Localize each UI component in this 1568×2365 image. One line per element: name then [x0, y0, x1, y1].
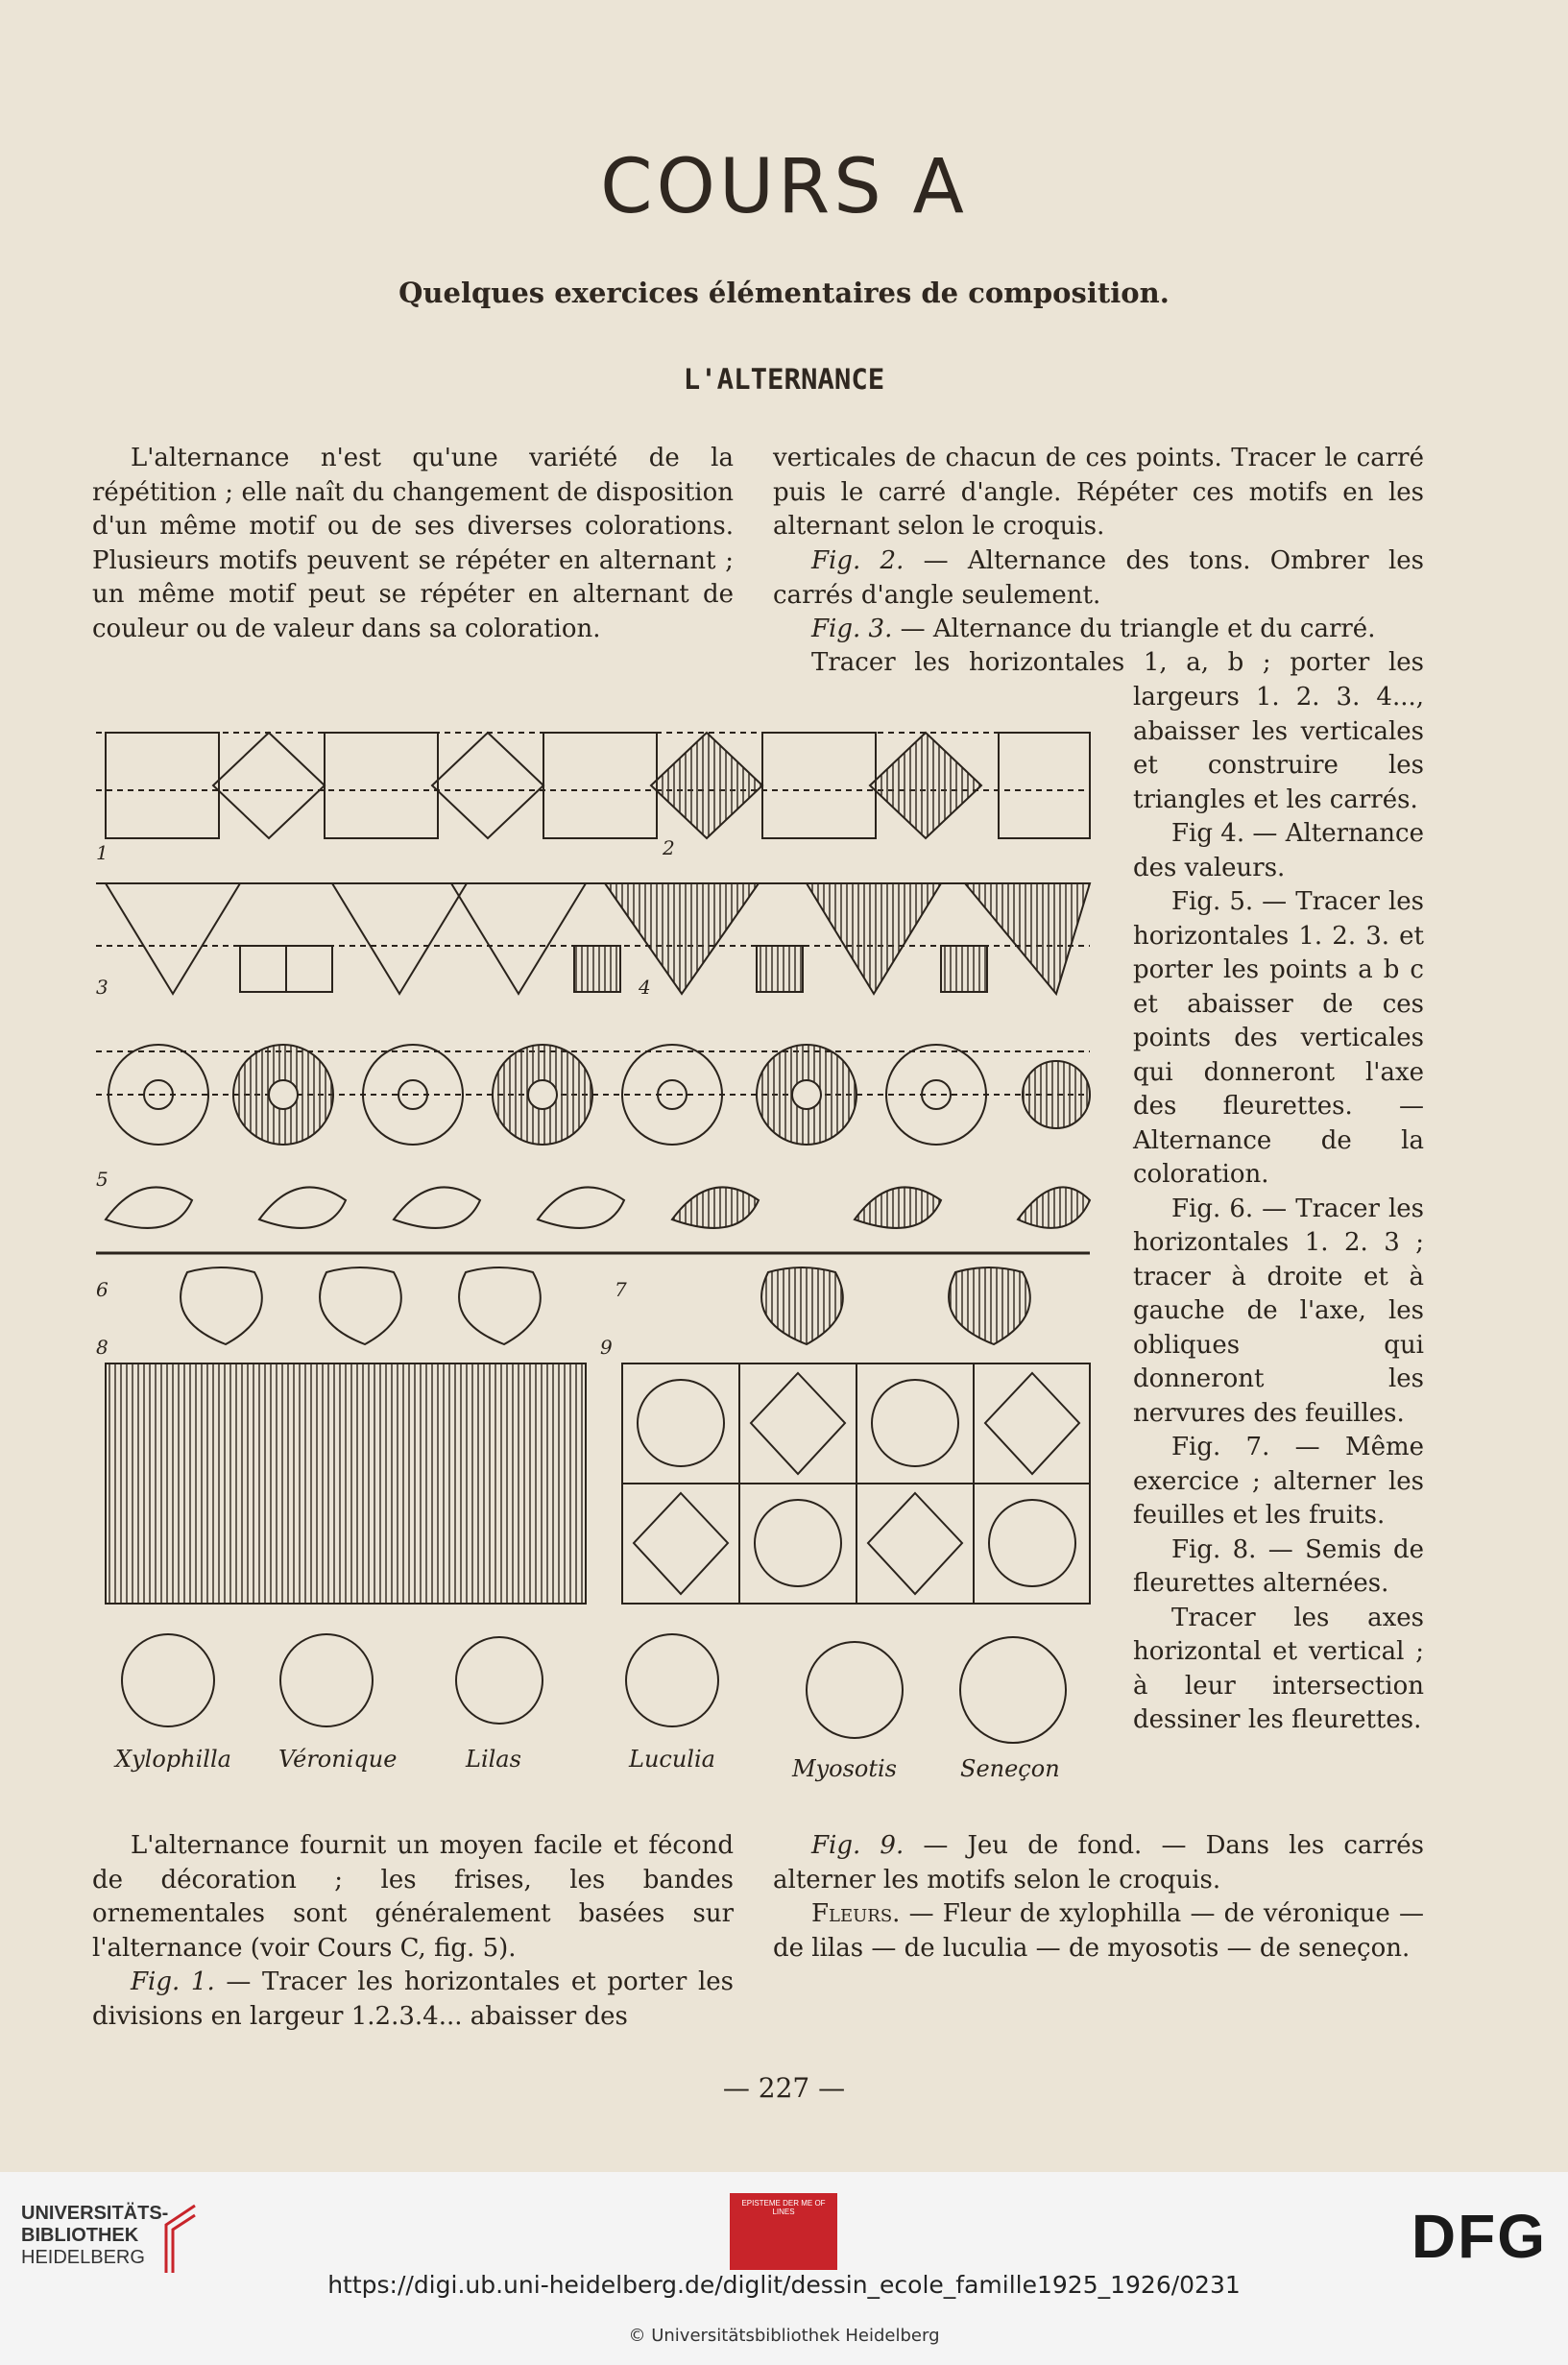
library-logo-icon	[161, 2201, 200, 2278]
library-name-line2: BIBLIOTHEK	[21, 2225, 139, 2246]
decoration-paragraph: L'alternance fournit un moyen facile et fécond de décoration ; les frises, les bandes ornementales sont généralement basées sur l'alternance (voir Cours C, fig. 5).	[92, 1831, 734, 1963]
library-name-line3: HEIDELBERG	[21, 2247, 145, 2268]
row-label-4: 4	[639, 976, 651, 999]
page-number: — 227 —	[722, 2072, 846, 2104]
fig9-tiles	[622, 1363, 1090, 1604]
side-text-6: Fig. 8. — Semis de fleurettes alternées.	[1133, 1534, 1424, 1598]
fleurs-label: Fleurs.	[811, 1899, 901, 1928]
fig3-text: — Alternance du triangle et du carré.	[892, 615, 1376, 643]
fig1-row	[106, 733, 1090, 838]
side-text-2: Fig 4. — Alternance des valeurs.	[1133, 819, 1424, 882]
fig5-row	[96, 1045, 1090, 1145]
fig9-text: — Jeu de fond. — Dans les carrés alterner les motifs selon le croquis.	[773, 1831, 1424, 1894]
section-heading: L'ALTERNANCE	[683, 363, 885, 396]
page-subtitle: Quelques exercices élémentaires de composition.	[398, 277, 1170, 309]
flower-label-lilas: Lilas	[466, 1746, 521, 1773]
side-text-1: largeurs 1. 2. 3. 4..., abaisser les verticales et construire les triangles et les carrés.	[1133, 683, 1424, 814]
fleurs-text: — Fleur de xylophilla — de véronique — de lilas — de luculia — de myosotis — de seneçon.	[773, 1899, 1424, 1963]
flower-label-luculia: Luculia	[629, 1746, 715, 1773]
library-name-line1: UNIVERSITÄTS-	[21, 2203, 169, 2224]
row-label-2: 2	[663, 836, 675, 859]
intro-paragraph: L'alternance n'est qu'une variété de la répétition ; elle naît du changement de disposition d'un même motif ou de ses diverses colorations. Plusieurs motifs peuvent se répéter en alternant ; un même motif peut se répéter en alternant de couleur ou de valeur dans sa coloration.	[92, 444, 734, 643]
row-label-6: 6	[96, 1278, 109, 1301]
dfg-logo[interactable]: DFG	[1411, 2202, 1547, 2271]
fig3-label: Fig. 3.	[811, 615, 893, 643]
fig3-continued-line: Tracer les horizontales 1, a, b ; porter les	[811, 648, 1424, 677]
fig6-fig7-row	[96, 1187, 1090, 1344]
side-text-4: Fig. 6. — Tracer les horizontales 1. 2. 3 ; tracer à droite et à gauche de l'axe, les obliques qui donneront les nervures des feuilles.	[1133, 1194, 1424, 1428]
copyright-notice: © Universitätsbibliothek Heidelberg	[628, 2326, 940, 2346]
row-label-3: 3	[96, 976, 109, 999]
row-label-5: 5	[96, 1168, 109, 1191]
side-text-column	[1133, 681, 1424, 1738]
side-text-7: Tracer les axes horizontal et vertical ; à leur intersection dessiner les fleurettes.	[1133, 1603, 1424, 1734]
flower-drawings	[122, 1634, 1066, 1743]
fig2-label: Fig. 2.	[811, 546, 905, 575]
row-label-7: 7	[615, 1278, 627, 1301]
row-label-9: 9	[600, 1336, 613, 1359]
fig1-continued-paragraph: verticales de chacun de ces points. Tracer le carré puis le carré d'angle. Répéter ces motifs en les alternant selon le croquis.	[773, 444, 1424, 541]
fig2-text: — Alternance des tons. Ombrer les carrés d'angle seulement.	[773, 546, 1424, 610]
fig8-pattern	[106, 1363, 586, 1604]
episteme-logo-text: EPISTEME DER ME OF LINES	[741, 2199, 826, 2216]
fig9-paragraph	[773, 1829, 1424, 1897]
library-logo-text[interactable]	[21, 2203, 168, 2269]
fig1-paragraph	[92, 1966, 734, 2034]
side-text-3: Fig. 5. — Tracer les horizontales 1. 2. 3. et porter les points a b c et abaisser de ces points des verticales qui donneront l'axe des fleurettes. — Alternance de la coloration.	[1133, 887, 1424, 1189]
fig1-text: — Tracer les horizontales et porter les divisions en largeur 1.2.3.4... abaisser des	[92, 1967, 734, 2031]
fig1-label: Fig. 1.	[131, 1967, 215, 1996]
figures-illustration	[96, 720, 1095, 1805]
digitization-footer	[0, 2172, 1568, 2365]
row-label-8: 8	[96, 1336, 109, 1359]
flower-label-senecon: Seneçon	[960, 1755, 1060, 1782]
fig9-label: Fig. 9.	[811, 1831, 905, 1860]
row-label-1: 1	[96, 841, 109, 864]
fig3-row	[106, 883, 1090, 994]
page-title: COURS A	[600, 144, 968, 230]
flower-label-veronique: Véronique	[278, 1746, 398, 1773]
flower-label-xylophilla: Xylophilla	[115, 1746, 231, 1773]
fleurs-paragraph	[773, 1897, 1424, 1966]
episteme-logo[interactable]	[730, 2193, 837, 2270]
fig3-paragraph	[773, 613, 1424, 647]
permalink-url[interactable]: https://digi.ub.uni-heidelberg.de/diglit/dessin_ecole_famille1925_1926/0231	[327, 2271, 1241, 2299]
flower-label-myosotis: Myosotis	[792, 1755, 897, 1782]
side-text-5: Fig. 7. — Même exercice ; alterner les feuilles et les fruits.	[1133, 1433, 1424, 1530]
fig2-paragraph	[773, 544, 1424, 613]
